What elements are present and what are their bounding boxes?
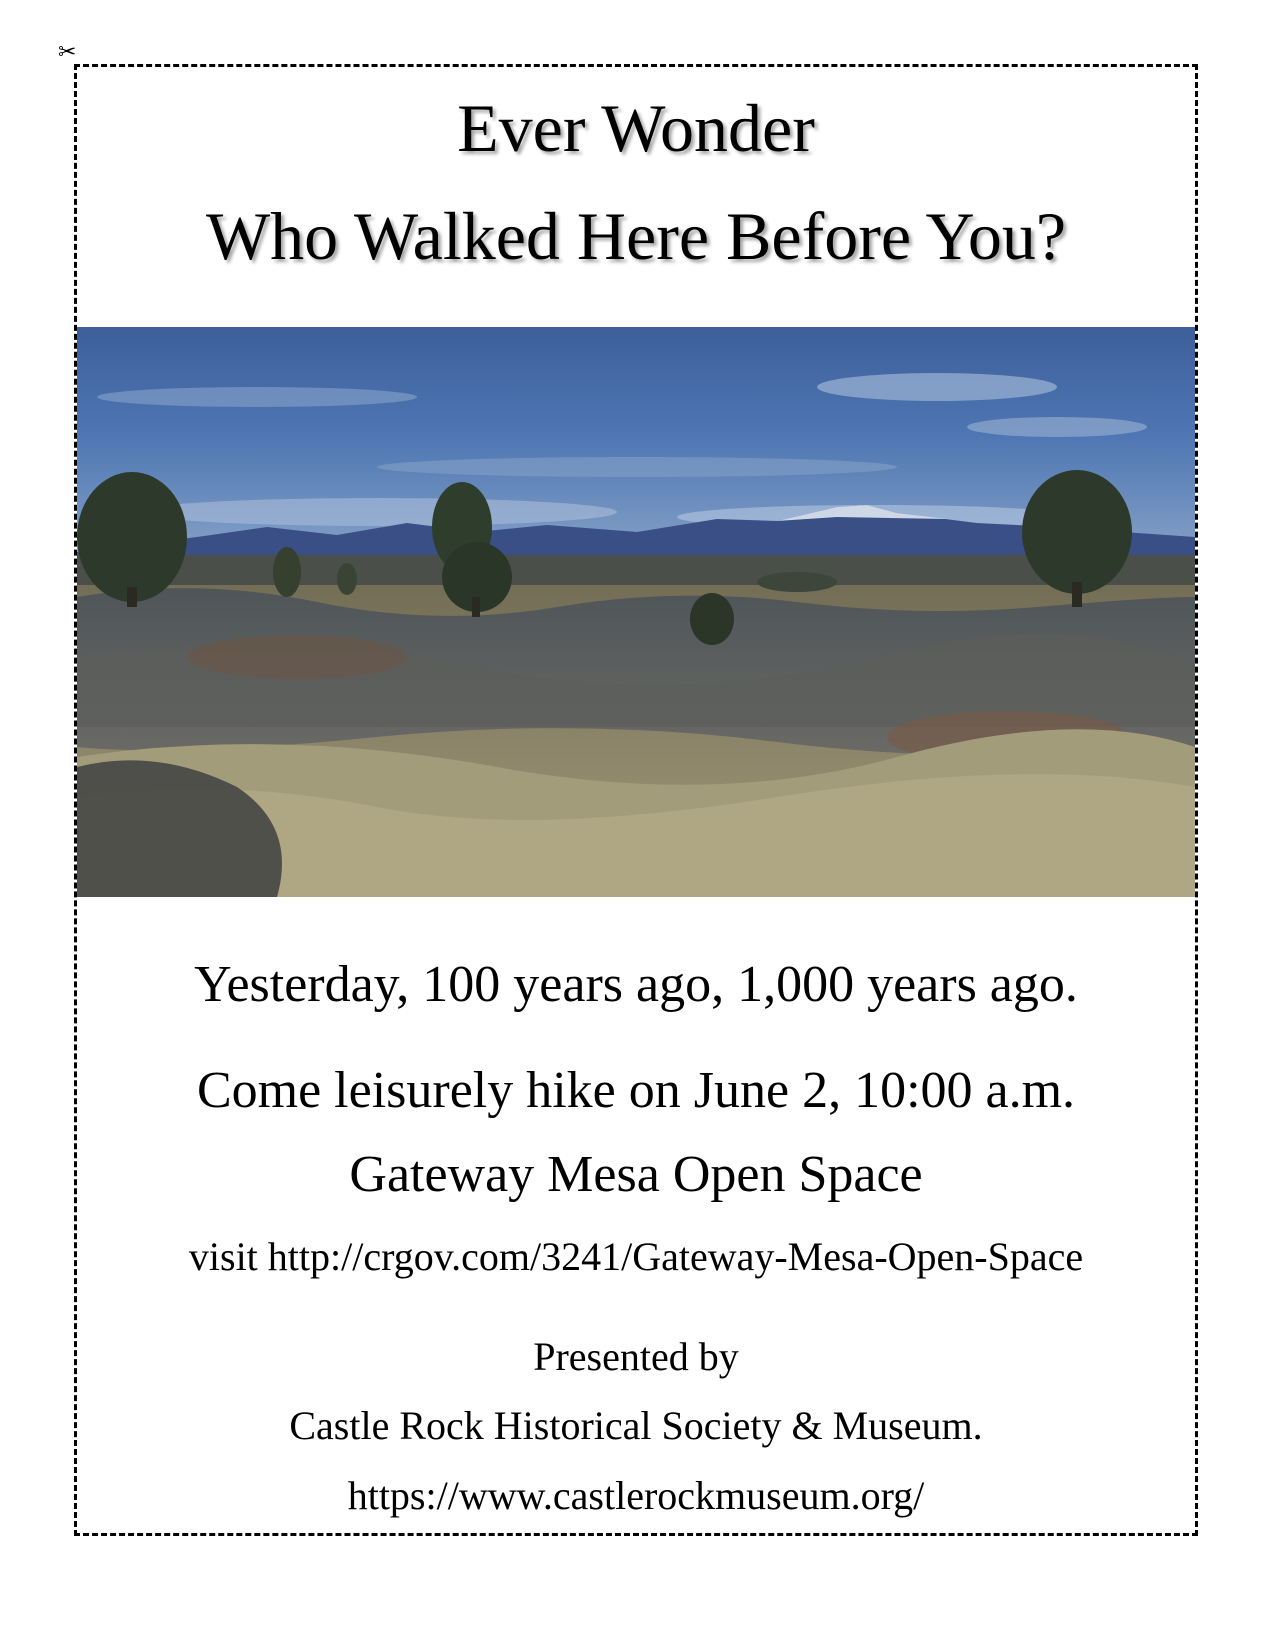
scissors-icon: ✂	[58, 40, 77, 65]
headline-line-1: Ever Wonder	[457, 90, 815, 166]
visit-link[interactable]: visit http://crgov.com/3241/Gateway-Mesa-Open-Space	[188, 1234, 1084, 1279]
presented-by-text: Presented by	[533, 1334, 739, 1379]
organization-name: Castle Rock Historical Society & Museum.	[289, 1403, 983, 1448]
headline-line-2: Who Walked Here Before You?	[205, 198, 1067, 274]
flyer-cutout-border	[74, 64, 1198, 1536]
timeframe-text: Yesterday, 100 years ago, 1,000 years ago.	[194, 956, 1078, 1013]
event-text: Come leisurely hike on June 2, 10:00 a.m.	[196, 1062, 1076, 1119]
location-text: Gateway Mesa Open Space	[349, 1146, 923, 1203]
museum-url-link[interactable]: https://www.castlerockmuseum.org/	[347, 1473, 925, 1518]
landscape-photo	[77, 327, 1195, 897]
